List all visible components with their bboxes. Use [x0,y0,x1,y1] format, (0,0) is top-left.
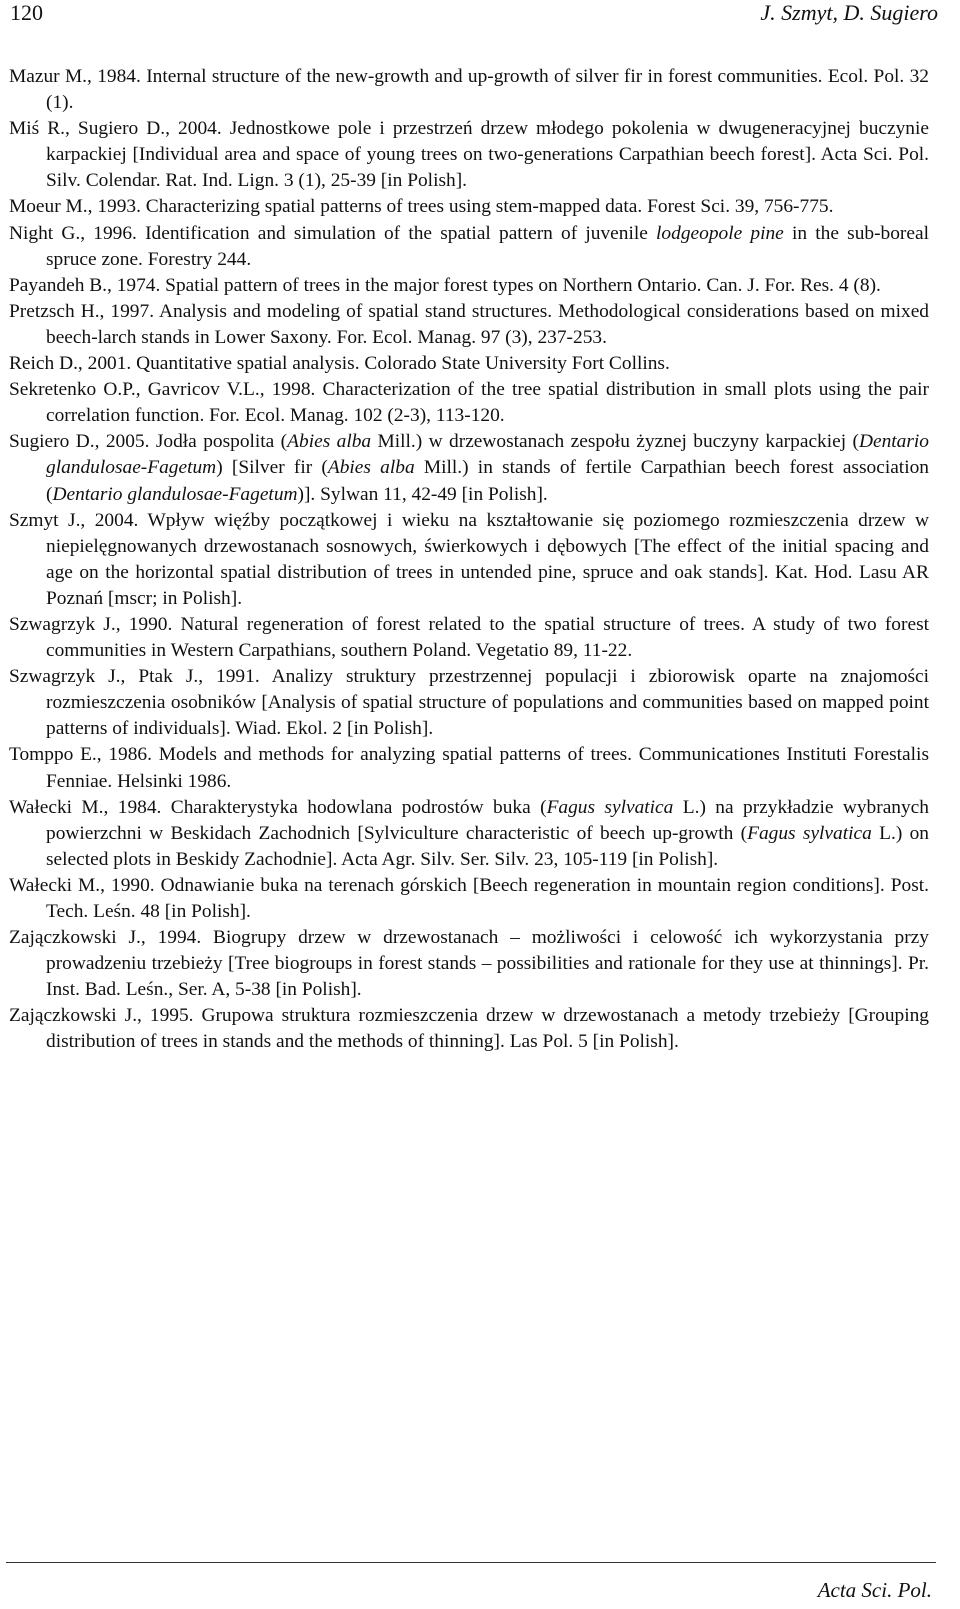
reference-text: Moeur M., 1993. Characterizing spatial patterns of trees using stem-mapped data. Forest Sci. 39, 756-775. [9,196,834,218]
reference-entry [9,664,929,742]
reference-entry [9,194,929,220]
reference-text: L.) na przykładzie wybranych powierzchni w Beskidach Zachodnich [Sylviculture characteristic of beech up-growth ( [46,796,929,844]
reference-text: Night G., 1996. Identification and simulation of the spatial pattern of juvenile [9,222,657,244]
reference-italic-text: lodgeopole pine [656,222,784,244]
reference-entry [9,925,929,1003]
reference-entry [9,742,929,794]
reference-list [9,64,929,1056]
reference-text: Zajączkowski J., 1994. Biogrupy drzew w drzewostanach – możliwości i celowość ich wykorzystania przy prowadzeniu trzebieży [Tree biogroups in forest stands – possibilities and rationale for they use at thinnings]. Pr. Inst. Bad. Leśn., Ser. A, 5-38 [in Polish]. [9,927,929,1001]
reference-text: Mill.) in stands of fertile Carpathian beech forest association ( [46,457,929,505]
footer-divider [6,1562,936,1563]
reference-text: Sekretenko O.P., Gavricov V.L., 1998. Characterization of the tree spatial distribution in small plots using the pair correlation function. For. Ecol. Manag. 102 (2-3), 113-120. [9,379,929,427]
reference-text: Szmyt J., 2004. Wpływ więźby początkowej i wieku na kształtowanie się poziomego rozmieszczenia drzew w niepielęgnowanych drzewostanach sosnowych, świerkowych i dębowych [The effect of the initial spacing and age on the horizontal spatial distribution of trees in untended pine, spruce and oak stands]. Kat. Hod. Lasu AR Poznań [mscr; in Polish]. [9,509,929,609]
reference-entry [9,351,929,377]
reference-text: Payandeh B., 1974. Spatial pattern of trees in the major forest types on Northern Ontario. Can. J. For. Res. 4 (8). [9,274,881,296]
reference-text: Szwagrzyk J., Ptak J., 1991. Analizy struktury przestrzennej populacji i zbiorowisk oparte na znajomości rozmieszczenia osobników [Analysis of spatial structure of populations and communities based on mapped point patterns of individuals]. Wiad. Ekol. 2 [in Polish]. [9,666,929,740]
reference-text: ) [Silver fir ( [216,457,328,479]
reference-italic-text: Fagus sylvatica [546,796,674,818]
reference-text: Reich D., 2001. Quantitative spatial analysis. Colorado State University Fort Collins. [9,353,670,375]
reference-italic-text: Dentario glandulosae-Fagetum [52,483,298,505]
reference-entry [9,1003,929,1055]
reference-entry [9,377,929,429]
reference-entry [9,873,929,925]
reference-text: Mill.) w drzewostanach zespołu żyznej buczyny karpackiej ( [371,431,859,453]
reference-entry [9,508,929,612]
reference-text: Szwagrzyk J., 1990. Natural regeneration of forest related to the spatial structure of trees. A study of two forest communities in Western Carpathians, southern Poland. Vegetatio 89, 11-22. [9,613,929,662]
reference-italic-text: Abies alba [287,431,372,453]
reference-italic-text: Abies alba [327,457,415,479]
page-header [10,0,938,38]
reference-text: Tomppo E., 1986. Models and methods for analyzing spatial patterns of trees. Communicationes Instituti Forestalis Fenniae. Helsinki 1986. [9,744,929,792]
reference-entry [9,795,929,873]
reference-text: Miś R., Sugiero D., 2004. Jednostkowe pole i przestrzeń drzew młodego pokolenia w dwugeneracyjnej buczynie karpackiej [Individual area and space of young trees on two-generations Carpathian beech forest]. Acta Sci. Pol. Silv. Colendar. Rat. Ind. Lign. 3 (1), 25-39 [in Polish]. [9,118,929,192]
reference-entry [9,64,929,116]
reference-text: Wałecki M., 1984. Charakterystyka hodowlana podrostów buka ( [9,796,547,818]
reference-italic-text: Fagus sylvatica [747,822,872,844]
reference-text: Mazur M., 1984. Internal structure of the new-growth and up-growth of silver fir in forest communities. Ecol. Pol. 32 (1). [9,66,929,114]
reference-text: L.) on selected plots in Beskidy Zachodnie]. Acta Agr. Silv. Ser. Silv. 23, 105-119 [in Polish]. [46,822,929,870]
reference-entry [9,116,929,194]
reference-text: Zajączkowski J., 1995. Grupowa struktura rozmieszczenia drzew w drzewostanach a metody trzebieży [Grouping distribution of trees in stands and the methods of thinning]. Las Pol. 5 [in Polish]. [9,1005,929,1053]
reference-entry [9,221,929,273]
footer-journal-name: Acta Sci. Pol. [817,1578,932,1602]
reference-text: Wałecki M., 1990. Odnawianie buka na terenach górskich [Beech regeneration in mountain region conditions]. Post. Tech. Leśn. 48 [in Polish]. [9,874,929,922]
reference-entry [9,273,929,299]
reference-text: Sugiero D., 2005. Jodła pospolita ( [9,431,288,453]
reference-text: )]. Sylwan 11, 42-49 [in Polish]. [297,483,548,505]
reference-entry [9,429,929,507]
reference-text: in the sub-boreal spruce zone. Forestry 244. [46,222,929,270]
reference-text: Pretzsch H., 1997. Analysis and modeling of spatial stand structures. Methodological considerations based on mixed beech-larch stands in Lower Saxony. For. Ecol. Manag. 97 (3), 237-253. [9,300,929,348]
reference-entry [9,612,929,664]
reference-italic-text: Dentario glandulosae-Fagetum [46,431,930,479]
running-head-authors: J. Szmyt, D. Sugiero [760,0,938,25]
page-number: 120 [10,0,43,25]
reference-entry [9,299,929,351]
